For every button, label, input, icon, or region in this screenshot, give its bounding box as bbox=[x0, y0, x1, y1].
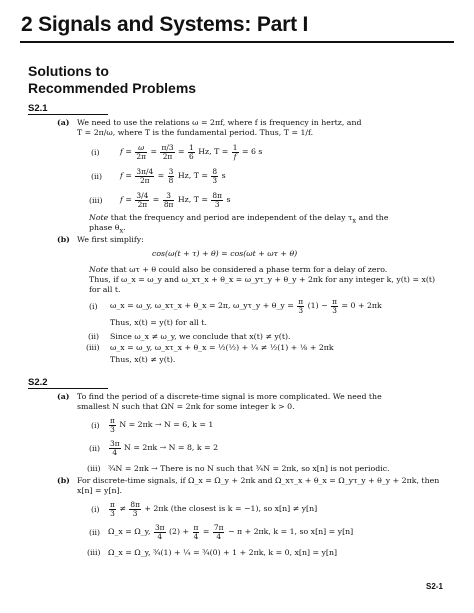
equation bbox=[108, 520, 353, 544]
denominator: 6 bbox=[189, 151, 194, 161]
equation-text: ≠ bbox=[119, 504, 126, 513]
item-label: (iii) bbox=[87, 464, 101, 473]
subscript: x bbox=[352, 216, 357, 225]
fraction bbox=[109, 501, 116, 518]
equation-text: = bbox=[202, 527, 210, 536]
fraction bbox=[109, 417, 116, 434]
fraction bbox=[232, 144, 239, 161]
part-label: (a) bbox=[57, 118, 70, 127]
equation bbox=[108, 413, 213, 437]
numerator: ω bbox=[135, 144, 147, 153]
paragraph-text: Since ω_x ≠ ω_y, we conclude that x(t) ≠ y(t). bbox=[110, 332, 291, 341]
fraction bbox=[135, 144, 147, 161]
equation-text: (2) + bbox=[169, 527, 190, 536]
section-underline bbox=[28, 388, 108, 389]
denominator: 3 bbox=[132, 508, 138, 518]
numerator: π bbox=[110, 415, 115, 425]
fraction bbox=[193, 524, 200, 541]
numerator: π bbox=[193, 522, 199, 532]
fraction bbox=[154, 524, 166, 541]
paragraph-text: For discrete-time signals, if Ω_x = Ω_y + 2πk and Ω_xτ_x + θ_x = Ω_yτ_y + θ_y + 2πk, then bbox=[77, 476, 440, 485]
equation-text: N = 2πk → N = 8, k = 2 bbox=[124, 443, 219, 452]
numerator: π bbox=[298, 296, 304, 306]
item-label: (i) bbox=[91, 505, 100, 514]
denominator: 2π bbox=[137, 199, 148, 209]
denominator: 3 bbox=[110, 424, 115, 434]
equation-text: = bbox=[152, 195, 160, 204]
paragraph-text: for all t. bbox=[89, 285, 121, 294]
numerator: 8π bbox=[212, 190, 222, 200]
equation: Ω_x = Ω_y, ¾(1) + ¼ = ¾(0) + 1 + 2πk, k = 0, x[n] = y[n] bbox=[108, 548, 338, 557]
numerator: 8 bbox=[212, 166, 218, 176]
item-label: (iii) bbox=[89, 196, 103, 205]
equation-text: s bbox=[226, 195, 231, 204]
denominator: 4 bbox=[112, 447, 118, 457]
paragraph-text: Thus, if ω_x = ω_y and ω_xτ_x + θ_x = ω_yτ_y + θ_y + 2πk for any integer k, y(t) = x(t) bbox=[89, 275, 436, 284]
page-number: S2-1 bbox=[426, 582, 443, 591]
equation-text: N = 2πk → N = 6, k = 1 bbox=[119, 420, 214, 429]
item-label: (ii) bbox=[89, 528, 101, 537]
section-label-s2-1: S2.1 bbox=[28, 103, 48, 114]
fraction bbox=[211, 192, 223, 209]
equation-text: = 6 s bbox=[241, 147, 263, 156]
denominator: 2π bbox=[162, 151, 173, 161]
equation-text: Hz, T = bbox=[198, 147, 229, 156]
numerator: 1 bbox=[189, 142, 194, 152]
display-equation: cos(ω(t + τ) + θ) = cos(ωt + ωτ + θ) bbox=[152, 249, 298, 258]
equation bbox=[108, 436, 218, 460]
fraction bbox=[129, 501, 141, 518]
note-text: and the bbox=[358, 213, 389, 222]
equation-text: = bbox=[150, 147, 157, 156]
equation bbox=[120, 140, 262, 164]
note-paragraph bbox=[89, 213, 388, 226]
equation-text: s bbox=[221, 171, 226, 180]
equation-text: f = bbox=[120, 171, 132, 180]
equation bbox=[108, 497, 317, 521]
equation bbox=[120, 164, 226, 188]
solutions-title-line2: Recommended Problems bbox=[28, 80, 197, 96]
note-text: that the frequency and period are independent of the delay τ bbox=[110, 213, 353, 222]
item-label: (i) bbox=[89, 302, 98, 311]
chapter-title: 2 Signals and Systems: Part I bbox=[21, 13, 309, 36]
equation bbox=[120, 188, 230, 212]
paragraph-text: T = 2π/ω, where T is the fundamental period. Thus, T = 1/f. bbox=[77, 128, 314, 137]
denominator: 3 bbox=[332, 305, 337, 315]
paragraph-text: To find the period of a discrete-time signal is more complicated. We need the bbox=[77, 392, 382, 401]
numerator: 1 bbox=[232, 142, 238, 152]
item-label: (ii) bbox=[88, 332, 100, 341]
part-label: (b) bbox=[57, 476, 70, 485]
equation-text: Hz, T = bbox=[177, 195, 208, 204]
denominator: 8 bbox=[168, 175, 174, 185]
fraction bbox=[163, 192, 175, 209]
equation-text: + 2πk (the closest is k = −1), so x[n] ≠ y[n] bbox=[144, 504, 318, 513]
part-label: (a) bbox=[57, 392, 70, 401]
equation-text: = bbox=[178, 147, 185, 156]
equation-text: ω_x = ω_y, ω_xτ_x + θ_x = 2π, ω_yτ_y + θ_y = bbox=[110, 301, 294, 310]
denominator: f bbox=[233, 151, 237, 161]
fraction bbox=[160, 144, 174, 161]
numerator: π/3 bbox=[161, 142, 174, 152]
numerator: 3/4 bbox=[136, 190, 149, 200]
fraction bbox=[211, 168, 218, 185]
denominator: 3 bbox=[214, 199, 220, 209]
equation: ¾N = 2πk → There is no N such that ¾N = 2πk, so x[n] is not periodic. bbox=[108, 464, 390, 473]
equation-text: (1) − bbox=[307, 301, 328, 310]
denominator: 4 bbox=[157, 531, 163, 541]
item-label: (iii) bbox=[86, 343, 100, 352]
equation bbox=[110, 294, 382, 318]
equation-text: Hz, T = bbox=[177, 171, 208, 180]
paragraph-text: x[n] = y[n]. bbox=[77, 486, 122, 495]
section-label-s2-2: S2.2 bbox=[28, 377, 48, 388]
paragraph-text: We first simplify: bbox=[77, 235, 144, 244]
note-word: Note bbox=[89, 213, 109, 222]
denominator: 3 bbox=[298, 305, 304, 315]
denominator: 3 bbox=[212, 175, 218, 185]
item-label: (ii) bbox=[91, 172, 103, 181]
denominator: 2π bbox=[136, 151, 146, 161]
denominator: 2π bbox=[139, 175, 150, 185]
equation-text: f = bbox=[120, 147, 132, 156]
numerator: 3π bbox=[110, 438, 120, 448]
fraction bbox=[213, 524, 225, 541]
denominator: 3 bbox=[110, 508, 115, 518]
denominator: 8π bbox=[163, 199, 174, 209]
paragraph-text: Thus, x(t) ≠ y(t). bbox=[110, 355, 176, 364]
denominator: 4 bbox=[216, 531, 222, 541]
item-label: (i) bbox=[91, 148, 100, 157]
equation-text: = bbox=[157, 171, 165, 180]
paragraph-text: smallest N such that ΩN = 2πk for some integer k > 0. bbox=[77, 402, 295, 411]
numerator: π bbox=[332, 296, 338, 306]
fraction bbox=[331, 298, 338, 315]
subscript: x bbox=[119, 226, 124, 235]
note-text: phase θ bbox=[89, 223, 120, 232]
title-rule bbox=[20, 41, 454, 43]
paragraph-text: Thus, x(t) = y(t) for all t. bbox=[110, 318, 207, 327]
equation: ω_x = ω_y, ω_xτ_x + θ_x = ½(½) + ¼ ≠ ½(1) + ⅛ + 2πk bbox=[110, 343, 334, 352]
item-label: (ii) bbox=[89, 444, 101, 453]
equation-text: Ω_x = Ω_y, bbox=[108, 527, 151, 536]
item-label: (iii) bbox=[87, 548, 101, 557]
part-label: (b) bbox=[57, 235, 70, 244]
fraction bbox=[168, 168, 175, 185]
section-underline bbox=[28, 114, 108, 115]
fraction bbox=[188, 144, 195, 161]
numerator: 3π/4 bbox=[136, 166, 154, 176]
equation-text: f = bbox=[120, 195, 132, 204]
solutions-title-line1: Solutions to bbox=[28, 63, 109, 79]
note-text: . bbox=[123, 223, 126, 232]
numerator: π bbox=[110, 499, 115, 509]
fraction bbox=[135, 168, 154, 185]
numerator: 3 bbox=[168, 166, 174, 176]
note-text: that ωτ + θ could also be considered a phase term for a delay of zero. bbox=[110, 265, 388, 274]
note-word: Note bbox=[89, 265, 109, 274]
paragraph-text: We need to use the relations ω = 2πf, where f is frequency in hertz, and bbox=[77, 118, 362, 127]
item-label: (i) bbox=[91, 421, 100, 430]
numerator: 8π bbox=[130, 499, 140, 509]
fraction bbox=[109, 440, 121, 457]
fraction bbox=[297, 298, 304, 315]
equation-text: = 0 + 2πk bbox=[341, 301, 382, 310]
numerator: 3π bbox=[154, 522, 165, 532]
equation-text: − π + 2πk, k = 1, so x[n] = y[n] bbox=[227, 527, 354, 536]
note-paragraph bbox=[89, 265, 387, 275]
numerator: 3 bbox=[163, 192, 175, 201]
denominator: 4 bbox=[193, 531, 199, 541]
numerator: 7π bbox=[213, 522, 224, 532]
note-paragraph bbox=[89, 223, 126, 236]
fraction bbox=[135, 192, 149, 209]
